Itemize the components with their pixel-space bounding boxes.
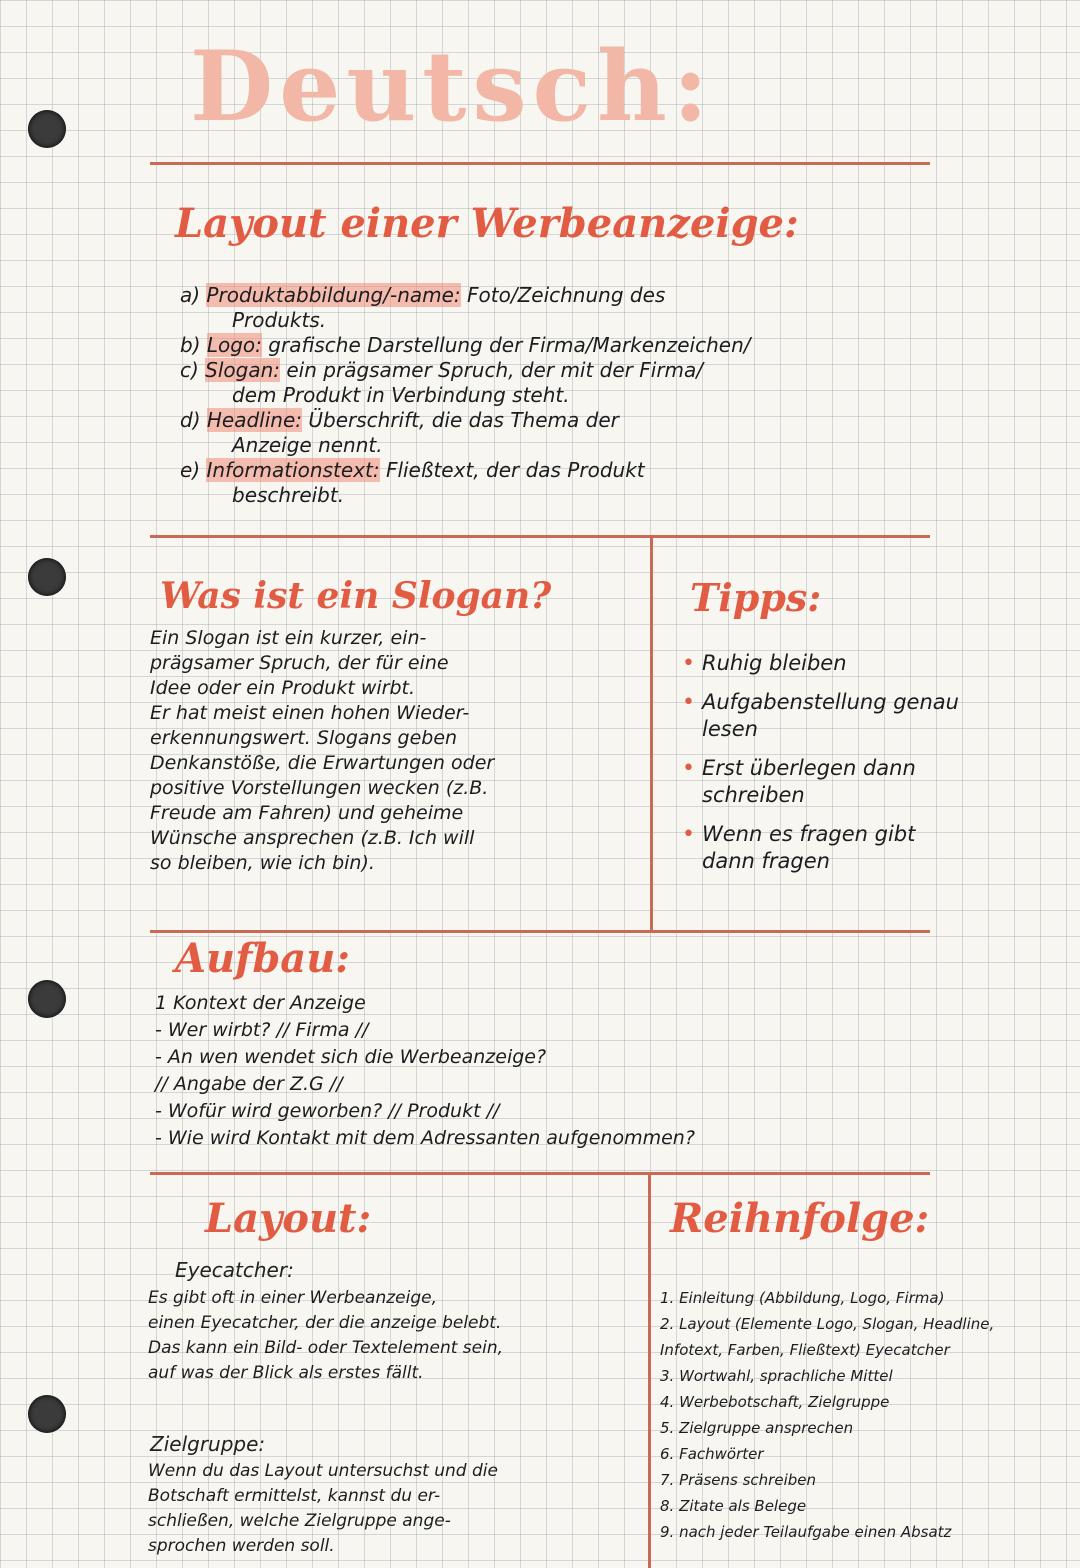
eyecatcher-line: Das kann ein Bild- oder Textelement sein, [148,1338,504,1358]
item-marker: d) [180,408,207,432]
slogan-line: Idee oder ein Produkt wirbt. [150,677,416,699]
aufbau-line: // Angabe der Z.G // [155,1073,343,1095]
section-heading-tipps: Tipps: [690,575,822,620]
slogan-line: Er hat meist einen hohen Wieder- [150,702,470,724]
reihenfolge-item: 4. Werbebotschaft, Zielgruppe [660,1393,890,1411]
zielgruppe-label: Zielgruppe: [150,1432,266,1456]
reihenfolge-item: 2. Layout (Elemente Logo, Slogan, Headline, [660,1315,995,1333]
tipp-item: • Erst überlegen dann schreiben [680,755,960,809]
layout-item-line [232,432,383,458]
section-heading-layout: Layout: [205,1195,372,1242]
section-heading-reihenfolge: Reihnfolge: [670,1195,930,1242]
slogan-line: Wünsche ansprechen (z.B. Ich will [150,827,475,849]
section-divider [150,1172,930,1175]
layout-item-line [180,407,619,433]
item-term: Headline: [206,408,302,432]
page-title: Deutsch: [190,30,715,143]
eyecatcher-line: auf was der Blick als erstes fällt. [148,1363,424,1383]
eyecatcher-label: Eyecatcher: [175,1258,294,1282]
zielgruppe-line: Botschaft ermittelst, kannst du er- [148,1486,441,1506]
aufbau-line: - Wie wird Kontakt mit dem Adressanten aufgenommen? [155,1127,695,1149]
layout-item-line [180,282,665,308]
slogan-line: Ein Slogan ist ein kurzer, ein- [150,627,427,649]
section-heading-layout-werbeanzeige: Layout einer Werbeanzeige: [175,200,799,247]
item-term: Slogan: [205,358,281,382]
column-divider [648,1174,651,1568]
item-text: Foto/Zeichnung des [467,283,666,307]
binder-hole [28,980,66,1018]
item-marker: b) [180,333,207,357]
column-divider [650,537,653,932]
zielgruppe-line: Wenn du das Layout untersuchst und die [148,1461,498,1481]
reihenfolge-item: Infotext, Farben, Fließtext) Eyecatcher [660,1341,950,1359]
item-term: Logo: [206,333,262,357]
tipp-item: • Wenn es fragen gibt dann fragen [680,821,960,875]
reihenfolge-item: 5. Zielgruppe ansprechen [660,1419,854,1437]
aufbau-line: - Wofür wird geworben? // Produkt // [155,1100,500,1122]
slogan-line: erkennungswert. Slogans geben [150,727,458,749]
slogan-line: positive Vorstellungen wecken (z.B. [150,777,489,799]
reihenfolge-item: 8. Zitate als Belege [660,1497,807,1515]
section-divider [150,535,930,538]
layout-item-line [232,482,344,508]
slogan-line: prägsamer Spruch, der für eine [150,652,449,674]
reihenfolge-item: 9. nach jeder Teilaufgabe einen Absatz [660,1523,952,1541]
item-term: Informationstext: [206,458,380,482]
tipps-list [680,650,960,887]
slogan-line: so bleiben, wie ich bin). [150,852,375,874]
item-text: Überschrift, die das Thema der [308,408,619,432]
layout-item-line [180,357,703,383]
slogan-line: Denkanstöße, die Erwartungen oder [150,752,495,774]
item-marker: c) [180,358,206,382]
layout-item-line [232,382,570,408]
binder-hole [28,110,66,148]
item-text: grafische Darstellung der Firma/Markenzeichen/ [268,333,751,357]
item-text: dem Produkt in Verbindung steht. [232,383,570,407]
aufbau-line: - Wer wirbt? // Firma // [155,1019,369,1041]
item-marker: a) [180,283,207,307]
reihenfolge-item: 7. Präsens schreiben [660,1471,817,1489]
zielgruppe-line: schließen, welche Zielgruppe ange- [148,1511,451,1531]
item-marker: e) [180,458,207,482]
item-text: beschreibt. [232,483,345,507]
item-text: Produkts. [232,308,327,332]
item-term: Produktabbildung/-name: [206,283,461,307]
eyecatcher-line: einen Eyecatcher, der die anzeige belebt. [148,1313,502,1333]
tipp-item: • Aufgabenstellung genau lesen [680,689,960,743]
binder-hole [28,1395,66,1433]
zielgruppe-line: sprochen werden soll. [148,1536,335,1556]
slogan-line: Freude am Fahren) und geheime [150,802,464,824]
section-heading-slogan: Was ist ein Slogan? [160,575,552,617]
binder-hole [28,558,66,596]
eyecatcher-line: Es gibt oft in einer Werbeanzeige, [148,1288,437,1308]
aufbau-line: 1 Kontext der Anzeige [155,992,366,1014]
title-underline [150,162,930,165]
aufbau-line: - An wen wendet sich die Werbeanzeige? [155,1046,547,1068]
layout-item-line [180,457,645,483]
layout-item-line [180,332,750,358]
section-divider [150,930,930,933]
item-text: Fließtext, der das Produkt [385,458,645,482]
tipp-item: • Ruhig bleiben [680,650,960,677]
reihenfolge-item: 1. Einleitung (Abbildung, Logo, Firma) [660,1289,945,1307]
reihenfolge-item: 3. Wortwahl, sprachliche Mittel [660,1367,893,1385]
layout-item-line [232,307,326,333]
item-text: ein prägsamer Spruch, der mit der Firma/ [286,358,704,382]
reihenfolge-item: 6. Fachwörter [660,1445,764,1463]
item-text: Anzeige nennt. [232,433,383,457]
section-heading-aufbau: Aufbau: [175,935,351,982]
